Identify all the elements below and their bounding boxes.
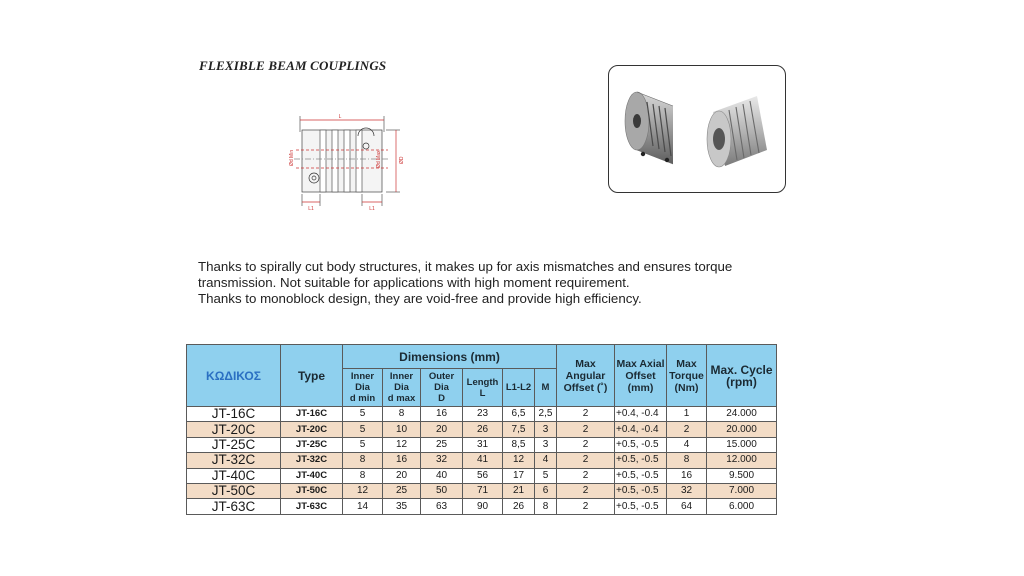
header-inner-dmin-line2: d min xyxy=(349,393,376,404)
cell-l: 31 xyxy=(463,437,503,452)
cell-dmin: 5 xyxy=(343,422,383,437)
cell-dmin: 12 xyxy=(343,483,383,498)
cell-dmin: 8 xyxy=(343,468,383,483)
cell-d: 20 xyxy=(421,422,463,437)
cell-l1l2: 21 xyxy=(503,483,535,498)
cell-l: 56 xyxy=(463,468,503,483)
cell-cycle: 7.000 xyxy=(707,483,777,498)
cell-dmax: 10 xyxy=(383,422,421,437)
header-max-axial: Max Axial Offset (mm) xyxy=(615,345,667,407)
description xyxy=(198,259,838,307)
description-line: transmission. Not suitable for applications with high moment requirement. xyxy=(198,275,630,290)
cell-code: JT-16C xyxy=(187,407,281,422)
cell-ang: 2 xyxy=(557,453,615,468)
cell-l1l2: 7,5 xyxy=(503,422,535,437)
header-max-angular: Max Angular Offset (˚) xyxy=(557,345,615,407)
header-code: ΚΩΔΙΚΟΣ xyxy=(187,345,281,407)
cell-torque: 16 xyxy=(667,468,707,483)
dim-L2-label: L1 xyxy=(369,206,375,212)
table-row xyxy=(187,437,777,452)
cell-dmax: 35 xyxy=(383,499,421,514)
dim-L1-label: L1 xyxy=(308,206,314,212)
table-row xyxy=(187,483,777,498)
cell-type: JT-40C xyxy=(281,468,343,483)
cell-d: 16 xyxy=(421,407,463,422)
cell-cycle: 6.000 xyxy=(707,499,777,514)
header-m: M xyxy=(535,369,557,407)
cell-m: 2,5 xyxy=(535,407,557,422)
cell-ang: 2 xyxy=(557,437,615,452)
description-line: Thanks to monoblock design, they are void-free and provide high efficiency. xyxy=(198,291,642,306)
spec-table xyxy=(186,344,777,515)
cell-type: JT-50C xyxy=(281,483,343,498)
table-row xyxy=(187,422,777,437)
table-row xyxy=(187,407,777,422)
dim-dmin-label: Ød Min xyxy=(289,149,295,166)
cell-m: 3 xyxy=(535,422,557,437)
cell-m: 8 xyxy=(535,499,557,514)
product-photo xyxy=(608,65,786,193)
cell-dmax: 8 xyxy=(383,407,421,422)
cell-m: 4 xyxy=(535,453,557,468)
header-inner-dmin-line1: Inner Dia xyxy=(350,371,375,393)
cell-m: 6 xyxy=(535,483,557,498)
cell-code: JT-40C xyxy=(187,468,281,483)
cell-dmin: 14 xyxy=(343,499,383,514)
cell-l: 41 xyxy=(463,453,503,468)
technical-drawing xyxy=(276,108,406,212)
cell-ang: 2 xyxy=(557,499,615,514)
cell-dmax: 20 xyxy=(383,468,421,483)
cell-l1l2: 12 xyxy=(503,453,535,468)
header-type: Type xyxy=(281,345,343,407)
cell-axial: +0.5, -0.5 xyxy=(615,468,667,483)
cell-d: 25 xyxy=(421,437,463,452)
header-length xyxy=(463,369,503,407)
header-outer-d xyxy=(421,369,463,407)
cell-dmin: 5 xyxy=(343,437,383,452)
header-inner-dmax-line2: d max xyxy=(387,393,416,404)
cell-torque: 2 xyxy=(667,422,707,437)
cell-l: 26 xyxy=(463,422,503,437)
cell-m: 3 xyxy=(535,437,557,452)
cell-axial: +0.5, -0.5 xyxy=(615,499,667,514)
cell-axial: +0.5, -0.5 xyxy=(615,453,667,468)
cell-l1l2: 8,5 xyxy=(503,437,535,452)
cell-l1l2: 17 xyxy=(503,468,535,483)
cell-cycle: 20.000 xyxy=(707,422,777,437)
cell-dmin: 8 xyxy=(343,453,383,468)
cell-cycle: 15.000 xyxy=(707,437,777,452)
cell-ang: 2 xyxy=(557,483,615,498)
header-l1l2: L1-L2 xyxy=(503,369,535,407)
cell-torque: 4 xyxy=(667,437,707,452)
cell-torque: 32 xyxy=(667,483,707,498)
cell-torque: 8 xyxy=(667,453,707,468)
cell-type: JT-32C xyxy=(281,453,343,468)
cell-torque: 64 xyxy=(667,499,707,514)
cell-torque: 1 xyxy=(667,407,707,422)
dim-L-label: L xyxy=(338,114,342,120)
cell-dmax: 25 xyxy=(383,483,421,498)
cell-cycle: 12.000 xyxy=(707,453,777,468)
header-length-line2: L xyxy=(479,387,486,399)
page-title: FLEXIBLE BEAM COUPLINGS xyxy=(199,58,387,73)
cell-d: 40 xyxy=(421,468,463,483)
cell-axial: +0.4, -0.4 xyxy=(615,422,667,437)
cell-d: 32 xyxy=(421,453,463,468)
cell-code: JT-50C xyxy=(187,483,281,498)
cell-code: JT-25C xyxy=(187,437,281,452)
cell-cycle: 24.000 xyxy=(707,407,777,422)
header-length-line1: Length xyxy=(466,376,499,388)
cell-axial: +0.5, -0.5 xyxy=(615,437,667,452)
header-max-torque: Max Torque (Nm) xyxy=(667,345,707,407)
cell-dmin: 5 xyxy=(343,407,383,422)
header-dimensions: Dimensions (mm) xyxy=(343,345,557,369)
dim-D-label: ØD xyxy=(399,156,405,164)
cell-code: JT-32C xyxy=(187,453,281,468)
cell-l1l2: 26 xyxy=(503,499,535,514)
header-inner-dmax xyxy=(383,369,421,407)
header-inner-dmin xyxy=(343,369,383,407)
cell-cycle: 9.500 xyxy=(707,468,777,483)
cell-d: 50 xyxy=(421,483,463,498)
cell-type: JT-25C xyxy=(281,437,343,452)
cell-l: 71 xyxy=(463,483,503,498)
coupling-photo-icon xyxy=(609,66,785,192)
cell-dmax: 12 xyxy=(383,437,421,452)
cell-ang: 2 xyxy=(557,407,615,422)
cell-ang: 2 xyxy=(557,468,615,483)
cell-type: JT-16C xyxy=(281,407,343,422)
cell-m: 5 xyxy=(535,468,557,483)
header-inner-dmax-line1: Inner Dia xyxy=(389,371,414,393)
table-row xyxy=(187,453,777,468)
cell-type: JT-20C xyxy=(281,422,343,437)
cell-dmax: 16 xyxy=(383,453,421,468)
table-row xyxy=(187,468,777,483)
cell-code: JT-63C xyxy=(187,499,281,514)
cell-l: 23 xyxy=(463,407,503,422)
cell-l1l2: 6,5 xyxy=(503,407,535,422)
cell-axial: +0.5, -0.5 xyxy=(615,483,667,498)
cell-axial: +0.4, -0.4 xyxy=(615,407,667,422)
cell-type: JT-63C xyxy=(281,499,343,514)
cell-l: 90 xyxy=(463,499,503,514)
header-outer-d-line2: D xyxy=(438,393,445,404)
cell-d: 63 xyxy=(421,499,463,514)
cell-code: JT-20C xyxy=(187,422,281,437)
dim-dmax-label: Ød Max xyxy=(376,150,382,168)
header-max-cycle: Max. Cycle (rpm) xyxy=(707,345,777,407)
table-row xyxy=(187,499,777,514)
header-outer-d-line1: Outer Dia xyxy=(428,371,455,393)
cell-ang: 2 xyxy=(557,422,615,437)
description-line: Thanks to spirally cut body structures, it makes up for axis mismatches and ensures torque xyxy=(198,259,733,274)
